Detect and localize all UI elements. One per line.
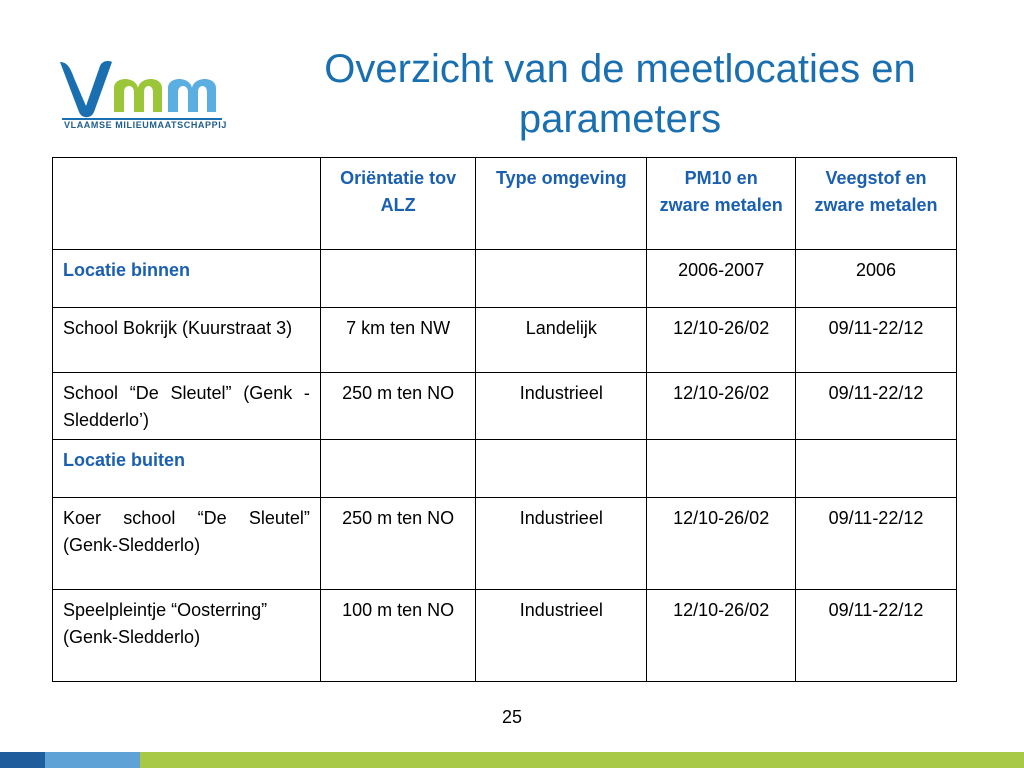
section-label: Locatie buiten [53, 440, 321, 498]
table-row [53, 590, 957, 682]
table-cell: 09/11-22/12 [795, 308, 956, 373]
table-cell: 12/10-26/02 [647, 373, 796, 440]
table-cell: 7 km ten NW [320, 308, 475, 373]
table-cell: 250 m ten NO [320, 498, 475, 590]
logo-m-mark-2 [168, 79, 216, 112]
table-cell: Industrieel [476, 373, 647, 440]
table-cell: 12/10-26/02 [647, 498, 796, 590]
table-row-locatie-binnen [53, 250, 957, 308]
table-row-locatie-buiten [53, 440, 957, 498]
table-cell: 2006-2007 [647, 250, 796, 308]
table-cell: 2006 [795, 250, 956, 308]
table-row [53, 308, 957, 373]
table-cell: 12/10-26/02 [647, 590, 796, 682]
location-name: School Bokrijk (Kuurstraat 3) [53, 308, 321, 373]
location-name: Koer school “De Sleutel” (Genk-Sledderlo) [53, 498, 321, 590]
slide-title: Overzicht van de meetlocaties en parameters [324, 47, 916, 141]
table-cell [647, 440, 796, 498]
table-cell [476, 440, 647, 498]
table-cell: Landelijk [476, 308, 647, 373]
table-cell: 12/10-26/02 [647, 308, 796, 373]
table-cell: 09/11-22/12 [795, 498, 956, 590]
table-row [53, 373, 957, 440]
table-cell [795, 440, 956, 498]
location-name: Speelpleintje “Oosterring” (Genk-Sledderlo) [53, 590, 321, 682]
table-cell: Industrieel [476, 498, 647, 590]
header-type-omgeving: Type omgeving [476, 158, 647, 250]
header-pm10: PM10 en zware metalen [647, 158, 796, 250]
footer-segment-mid [45, 752, 140, 768]
table-cell [320, 250, 475, 308]
table-cell: 100 m ten NO [320, 590, 475, 682]
table-cell: 09/11-22/12 [795, 373, 956, 440]
header-cell-empty [53, 158, 321, 250]
table-header-row [53, 158, 957, 250]
page-number: 25 [501, 707, 523, 727]
logo-subtitle: VLAAMSE MILIEUMAATSCHAPPIJ [64, 120, 227, 130]
footer-segment-dark [0, 752, 45, 768]
logo-m-mark-1 [114, 79, 162, 112]
header-orientatie: Oriëntatie tov ALZ [320, 158, 475, 250]
table-cell [320, 440, 475, 498]
table-cell: 250 m ten NO [320, 373, 475, 440]
header-veegstof: Veegstof en zware metalen [795, 158, 956, 250]
measurement-locations-table [52, 157, 957, 682]
footer-segment-green [140, 752, 1024, 768]
table-row [53, 498, 957, 590]
location-name: School “De Sleutel” (Genk -Sledderlo’) [53, 373, 321, 440]
logo-v-mark [60, 61, 112, 117]
table-cell [476, 250, 647, 308]
table-cell: Industrieel [476, 590, 647, 682]
footer-bar [0, 752, 1024, 768]
table-cell: 09/11-22/12 [795, 590, 956, 682]
section-label: Locatie binnen [53, 250, 321, 308]
